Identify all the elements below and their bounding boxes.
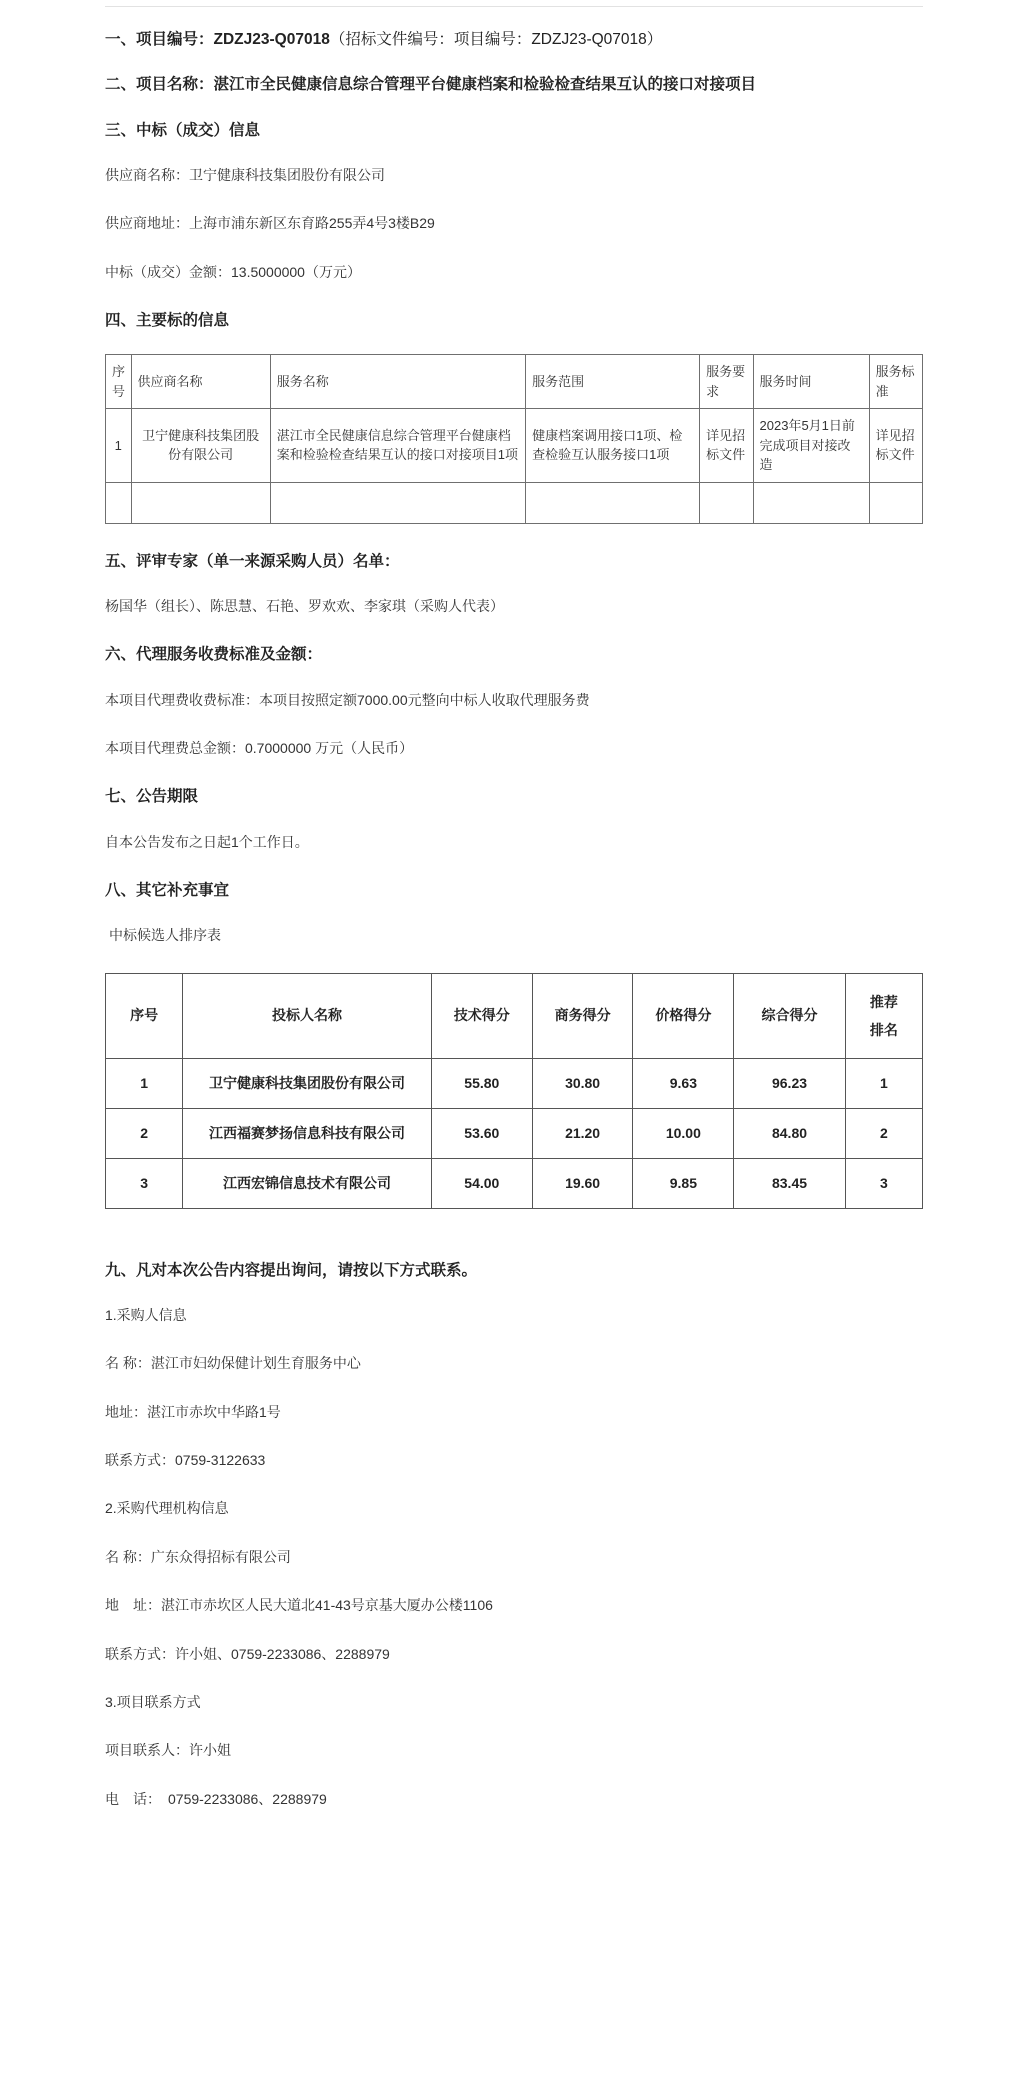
th-supplier: 供应商名称 xyxy=(131,355,270,409)
main-subject-table xyxy=(105,354,923,524)
section-award-info-title: 三、中标（成交）信息 xyxy=(105,121,261,139)
rank-cell-bidder: 卫宁健康科技集团股份有限公司 xyxy=(183,1058,432,1108)
supplier-name: 供应商名称：卫宁健康科技集团股份有限公司 xyxy=(105,166,385,183)
th-service-name: 服务名称 xyxy=(270,355,525,409)
rank-cell-price: 9.63 xyxy=(633,1058,734,1108)
award-amount: 中标（成交）金额：13.5000000（万元） xyxy=(105,263,361,280)
rank-cell-bidder: 江西宏锦信息技术有限公司 xyxy=(183,1158,432,1208)
project-contact-person: 项目联系人：许小姐 xyxy=(105,1742,231,1759)
rank-cell-tech: 55.80 xyxy=(431,1058,532,1108)
th-no: 序号 xyxy=(106,355,132,409)
table-row xyxy=(106,1158,923,1208)
rank-cell-price: 10.00 xyxy=(633,1108,734,1158)
cell-service-scope: 健康档案调用接口1项、检查检验互认服务接口1项 xyxy=(526,409,700,483)
rank-cell-no: 2 xyxy=(106,1108,183,1158)
cell-empty-4 xyxy=(526,482,700,523)
rank-cell-tech: 53.60 xyxy=(431,1108,532,1158)
section-1-tail: （招标文件编号：项目编号：ZDZJ23-Q07018） xyxy=(329,31,663,48)
purchaser-address: 地址：湛江市赤坎中华路1号 xyxy=(105,1403,281,1420)
candidate-ranking-table xyxy=(105,973,923,1209)
purchaser-tel: 联系方式：0759-3122633 xyxy=(105,1452,266,1469)
purchaser-info-title: 1.采购人信息 xyxy=(105,1306,187,1323)
rank-cell-no: 1 xyxy=(106,1058,183,1108)
th-service-standard: 服务标准 xyxy=(869,355,922,409)
agency-info-title: 2.采购代理机构信息 xyxy=(105,1500,229,1517)
rank-cell-no: 3 xyxy=(106,1158,183,1208)
section-announcement-period-title: 七、公告期限 xyxy=(105,788,199,806)
experts-names: 杨国华（组长）、陈思慧、石艳、罗欢欢、李家琪（采购人代表） xyxy=(105,597,504,614)
rank-cell-rank: 2 xyxy=(845,1108,922,1158)
rank-cell-bidder: 江西福赛梦扬信息科技有限公司 xyxy=(183,1108,432,1158)
rank-header-row xyxy=(106,973,923,1058)
section-1-code: ZDZJ23-Q07018 xyxy=(213,31,330,48)
agency-tel: 联系方式：许小姐、0759-2233086、2288979 xyxy=(105,1645,390,1662)
section-project-name xyxy=(105,73,923,96)
table-row xyxy=(106,1058,923,1108)
section-agency-fee-title: 六、代理服务收费标准及金额： xyxy=(105,646,323,664)
section-other-matters-title: 八、其它补充事宜 xyxy=(105,881,230,899)
cell-empty-2 xyxy=(131,482,270,523)
rank-th-bidder: 投标人名称 xyxy=(183,973,432,1058)
table-row xyxy=(106,409,923,483)
cell-empty-5 xyxy=(700,482,753,523)
cell-service-name: 湛江市全民健康信息综合管理平台健康档案和检验检查结果互认的接口对接项目1项 xyxy=(270,409,525,483)
cell-service-require: 详见招标文件 xyxy=(700,409,753,483)
rank-th-price: 价格得分 xyxy=(633,973,734,1058)
section-1-label: 一、项目编号： xyxy=(105,31,214,48)
cell-no: 1 xyxy=(106,409,132,483)
th-service-scope: 服务范围 xyxy=(526,355,700,409)
table-row xyxy=(106,1108,923,1158)
rank-th-rank-line1: 推荐 xyxy=(869,993,898,1010)
agency-fee-total: 本项目代理费总金额：0.7000000 万元（人民币） xyxy=(105,739,414,756)
rank-cell-price: 9.85 xyxy=(633,1158,734,1208)
agency-name: 名 称：广东众得招标有限公司 xyxy=(105,1548,291,1565)
rank-cell-business: 30.80 xyxy=(532,1058,633,1108)
supplier-address: 供应商地址：上海市浦东新区东育路255弄4号3楼B29 xyxy=(105,215,435,232)
rank-cell-total: 83.45 xyxy=(734,1158,846,1208)
project-contact-title: 3.项目联系方式 xyxy=(105,1694,201,1710)
cell-empty-3 xyxy=(270,482,525,523)
cell-supplier: 卫宁健康科技集团股份有限公司 xyxy=(131,409,270,483)
table-header-row xyxy=(106,355,923,409)
rank-th-tech: 技术得分 xyxy=(431,973,532,1058)
rank-th-rank-line2: 排名 xyxy=(869,1021,898,1038)
section-experts-title: 五、评审专家（单一来源采购人员）名单： xyxy=(105,552,400,570)
section-2-label: 二、项目名称： xyxy=(105,76,214,94)
candidate-rank-caption: 中标候选人排序表 xyxy=(109,927,221,944)
section-main-subject-title: 四、主要标的信息 xyxy=(105,311,230,329)
th-service-time: 服务时间 xyxy=(753,355,869,409)
cell-service-standard: 详见招标文件 xyxy=(869,409,922,483)
th-service-require: 服务要求 xyxy=(700,355,753,409)
section-2-value: 湛江市全民健康信息综合管理平台健康档案和检验检查结果互认的接口对接项目 xyxy=(213,76,757,94)
project-contact-tel: 电 话： 0759-2233086、2288979 xyxy=(105,1790,327,1807)
contact-block xyxy=(105,1304,923,1810)
rank-cell-business: 19.60 xyxy=(532,1158,633,1208)
rank-th-no: 序号 xyxy=(106,973,183,1058)
announcement-period-text: 自本公告发布之日起1个工作日。 xyxy=(105,833,309,850)
cell-service-time: 2023年5月1日前完成项目对接改造 xyxy=(753,409,869,483)
cell-empty-1 xyxy=(106,482,132,523)
rank-th-business: 商务得分 xyxy=(532,973,633,1058)
cell-empty-7 xyxy=(869,482,922,523)
purchaser-name: 名 称：湛江市妇幼保健计划生育服务中心 xyxy=(105,1355,361,1372)
cell-empty-6 xyxy=(753,482,869,523)
rank-cell-business: 21.20 xyxy=(532,1108,633,1158)
rank-cell-rank: 1 xyxy=(845,1058,922,1108)
rank-cell-total: 84.80 xyxy=(734,1108,846,1158)
agency-address: 地 址：湛江市赤坎区人民大道北41-43号京基大厦办公楼1106 xyxy=(105,1597,493,1614)
rank-th-rank xyxy=(845,973,922,1058)
rank-cell-rank: 3 xyxy=(845,1158,922,1208)
rank-cell-tech: 54.00 xyxy=(431,1158,532,1208)
agency-fee-standard: 本项目代理费收费标准：本项目按照定额7000.00元整向中标人收取代理服务费 xyxy=(105,691,590,708)
section-project-number xyxy=(105,28,923,51)
section-contact-title: 九、凡对本次公告内容提出询问，请按以下方式联系。 xyxy=(105,1261,478,1279)
rank-cell-total: 96.23 xyxy=(734,1058,846,1108)
top-divider xyxy=(105,6,923,7)
table-row-empty xyxy=(106,482,923,523)
rank-th-total: 综合得分 xyxy=(734,973,846,1058)
